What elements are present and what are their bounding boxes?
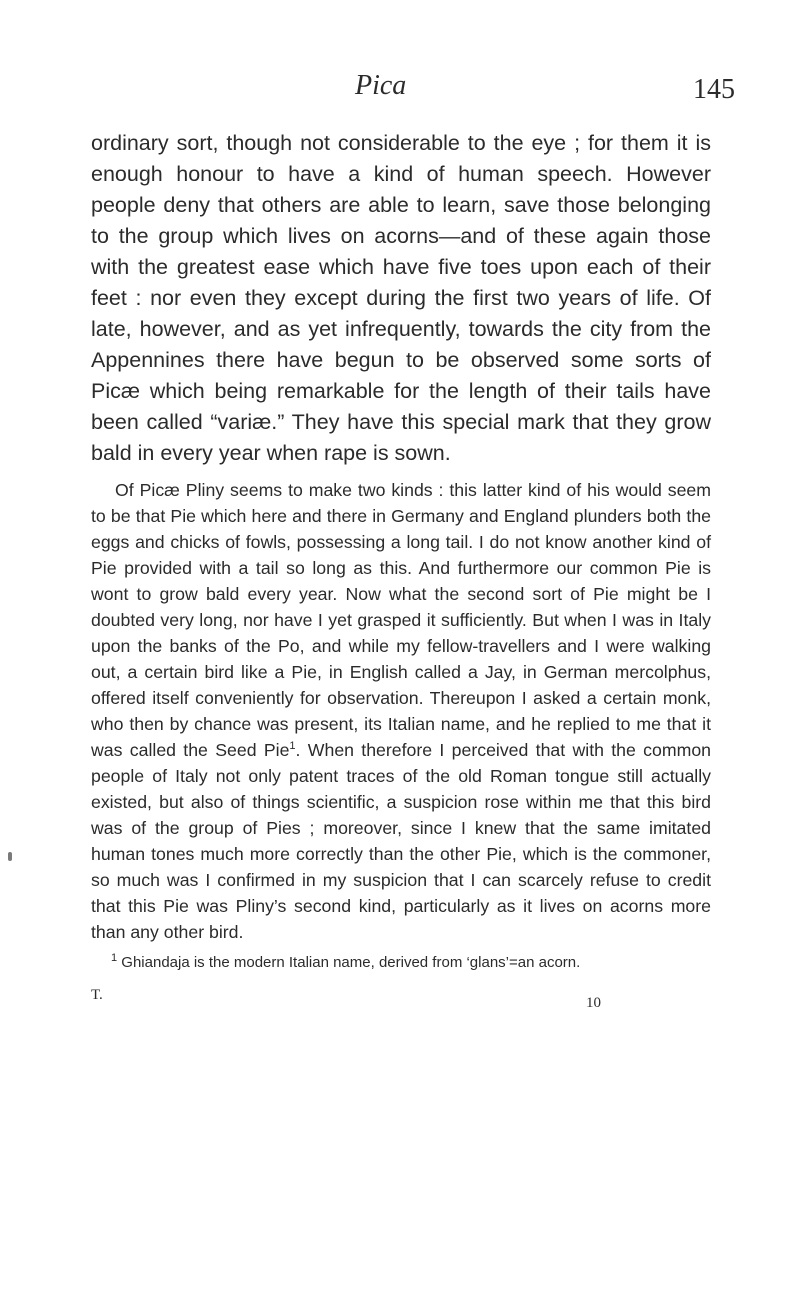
body-paragraph-2-rest: . When therefore I perceived that with the common people of Italy not only patent traces of the old Roman tongue still actually existed, but also of things scientific, a suspicion rose within me that this bird was of the group of Pies ; moreover, since I knew that the same imitated human tones much more correctly than the other Pie, which is the commoner, so much was I confirmed in my suspicion that I can scarcely refuse to credit that this Pie was Pliny’s second kind, particularly as it lives on acorns more than any other bird.: [91, 740, 711, 942]
page-header: [0, 70, 800, 110]
footnote-reference: 1: [289, 740, 296, 753]
footnote: [91, 951, 711, 975]
page-footer: [91, 981, 711, 1015]
body-paragraph-1: ordinary sort, though not considerable to the eye ; for them it is enough honour to have a kind of human speech. However people deny that others are able to learn, save those belonging to the group which lives on acorns—and of these again those with the greatest ease which have five toes upon each of their feet : nor even they except during the first two years of life. Of late, however, and as yet infrequently, towards the city from the Appennines there have begun to be observed some sorts of Picæ which being remarkable for the length of their tails have been called “variæ.” They have this special mark that they grow bald in every year when rape is sown.: [91, 131, 711, 465]
running-head: Pica: [355, 70, 407, 101]
margin-speck: [8, 852, 12, 861]
signature-mark: T.: [91, 987, 103, 1003]
page-body: [91, 128, 711, 1015]
page-number: 145: [693, 74, 735, 105]
sheet-number: 10: [586, 995, 601, 1011]
body-paragraph-2: [91, 477, 711, 945]
footnote-marker: 1: [111, 952, 118, 964]
body-paragraph-2-text: Of Picæ Pliny seems to make two kinds : this latter kind of his would seem to be that Pie which here and there in Germany and England plunders both the eggs and chicks of fowls, possessing a long tail. I do not know another kind of Pie provided with a tail so long as this. And furthermore our common Pie is wont to grow bald every year. Now what the second sort of Pie might be I doubted very long, nor have I yet grasped it sufficiently. But when I was in Italy upon the banks of the Po, and while my fellow-travellers and I were walking out, a certain bird like a Pie, in English called a Jay, in German mercolphus, offered itself conveniently for observation. Thereupon I asked a certain monk, who then by chance was present, its Italian name, and he replied to me that it was called the Seed Pie: [91, 480, 711, 760]
footnote-text: Ghiandaja is the modern Italian name, derived from ‘glans’=an acorn.: [117, 954, 581, 971]
